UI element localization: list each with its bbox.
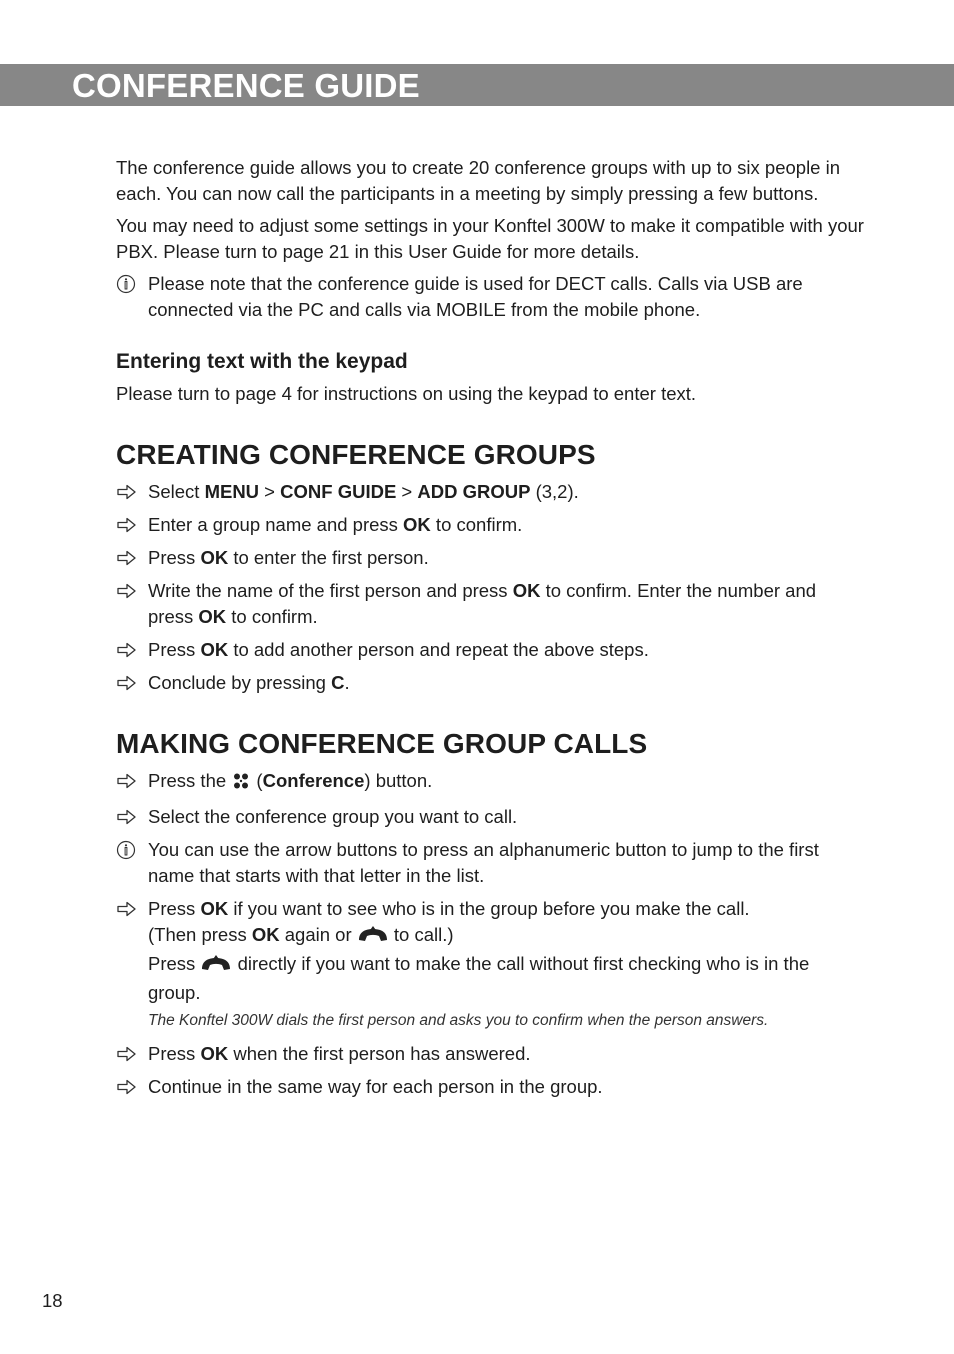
content	[116, 155, 864, 1107]
making-step-4: Press OK when the first person has answered.	[116, 1041, 864, 1067]
making-step-5: Continue in the same way for each person in the group.	[116, 1074, 864, 1100]
arrow-icon	[116, 639, 138, 661]
arrow-icon	[116, 514, 138, 536]
conference-key: Conference	[262, 770, 365, 791]
arrow-icon	[116, 770, 138, 792]
making-step-3: Press OK if you want to see who is in the group before you make the call. (Then press OK again or to call.) Press directly if you want to make the call without first checking who is in the group. The Konftel 300W dials the first person and asks you to confirm when the person answers.	[116, 896, 864, 1034]
arrow-icon	[116, 672, 138, 694]
page-number: 18	[42, 1290, 63, 1311]
keypad-heading: Entering text with the keypad	[116, 350, 408, 373]
arrow-icon	[116, 580, 138, 602]
menu-key: MENU	[204, 481, 260, 502]
arrow-icon	[116, 547, 138, 569]
creating-step-2: Enter a group name and press OK to confirm.	[116, 512, 864, 538]
creating-step-6: Conclude by pressing C.	[116, 670, 864, 696]
c-key: C	[331, 672, 345, 693]
making-heading: MAKING CONFERENCE GROUP CALLS	[116, 728, 648, 759]
off-hook-phone-icon	[357, 925, 389, 951]
info-icon	[116, 273, 138, 295]
conf-guide-key: CONF GUIDE	[280, 481, 397, 502]
info-icon	[116, 839, 138, 861]
creating-step-5: Press OK to add another person and repeat the above steps.	[116, 637, 864, 663]
info-note-dect	[116, 271, 864, 323]
making-step-2: Select the conference group you want to call.	[116, 804, 864, 830]
add-group-key: ADD GROUP	[417, 481, 531, 502]
arrow-icon	[116, 898, 138, 920]
creating-step-1: Select MENU > CONF GUIDE > ADD GROUP (3,2).	[116, 479, 864, 505]
arrow-icon	[116, 806, 138, 828]
off-hook-phone-icon	[200, 954, 232, 980]
creating-step-4: Write the name of the first person and press OK to confirm. Enter the number and press OK to confirm.	[116, 578, 864, 630]
arrow-icon	[116, 1076, 138, 1098]
page-title: CONFERENCE GUIDE	[72, 67, 420, 104]
dial-note: The Konftel 300W dials the first person and asks you to confirm when the person answers.	[148, 1012, 769, 1029]
intro-paragraph-1: The conference guide allows you to create 20 conference groups with up to six people in each. You can now call the participants in a meeting by simply pressing a few buttons.	[116, 157, 841, 204]
arrow-icon	[116, 1043, 138, 1065]
making-step-1: Press the (Conference) button.	[116, 768, 864, 797]
intro-paragraph-2: You may need to adjust some settings in your Konftel 300W to make it compatible with your PBX. Please turn to page 21 in this User Guide for more details.	[116, 215, 864, 262]
keypad-text: Please turn to page 4 for instructions on using the keypad to enter text.	[116, 383, 697, 404]
info-note-text: Please note that the conference guide is used for DECT calls. Calls via USB are connected via the PC and calls via MOBILE from the mobile phone.	[148, 273, 803, 320]
creating-step-3: Press OK to enter the first person.	[116, 545, 864, 571]
info-note-arrows: You can use the arrow buttons to press an alphanumeric button to jump to the first name that starts with that letter in the list.	[116, 837, 864, 889]
conference-button-icon	[231, 771, 251, 797]
creating-heading: CREATING CONFERENCE GROUPS	[116, 439, 596, 470]
arrow-icon	[116, 481, 138, 503]
title-bar	[0, 64, 954, 106]
